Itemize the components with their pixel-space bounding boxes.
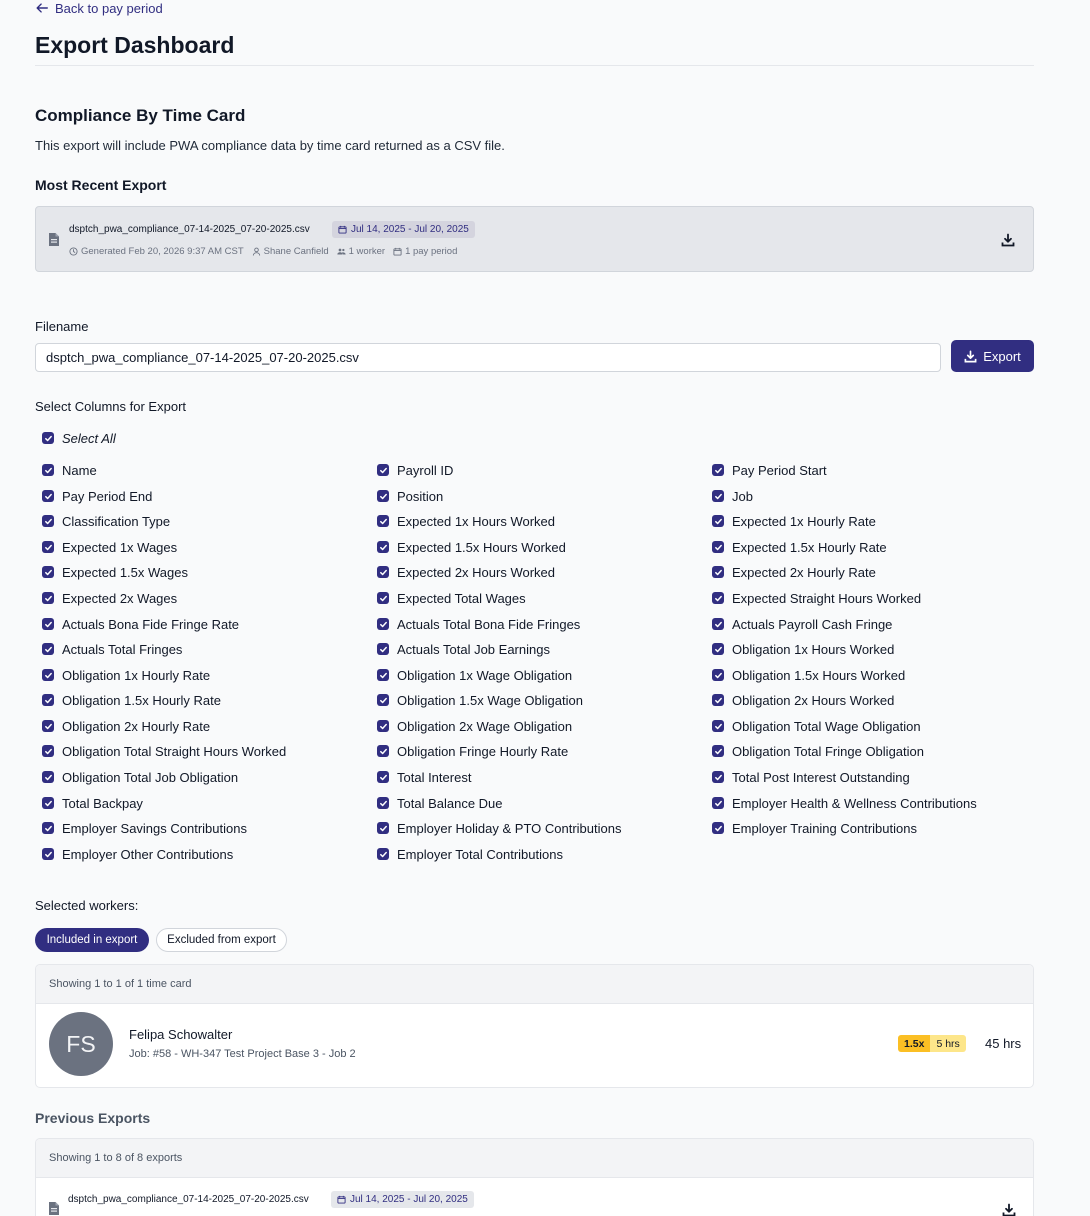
checkbox-checked-icon (42, 720, 54, 732)
clock-icon (69, 247, 78, 256)
column-checkbox-label: Obligation Total Straight Hours Worked (62, 743, 287, 759)
column-checkbox-label: Obligation 2x Hours Worked (732, 692, 895, 708)
column-checkbox[interactable] (377, 692, 583, 708)
column-checkbox-label: Job (732, 488, 753, 504)
column-checkbox-label: Employer Health & Wellness Contributions (732, 795, 977, 811)
column-checkbox-label: Expected 2x Hourly Rate (732, 564, 876, 580)
column-checkbox[interactable] (712, 539, 887, 555)
checkbox-checked-icon (42, 618, 54, 630)
checkbox-checked-icon (42, 848, 54, 860)
checkbox-checked-icon (712, 669, 724, 681)
column-checkbox-label: Expected 2x Hours Worked (397, 564, 555, 580)
column-checkbox-label: Expected 1.5x Hours Worked (397, 539, 566, 555)
recent-export-meta (69, 246, 457, 257)
checkbox-checked-icon (42, 643, 54, 655)
user-text: Shane Canfield (263, 246, 329, 257)
column-checkbox[interactable] (377, 846, 563, 862)
users-icon (337, 247, 346, 256)
calendar-icon (393, 247, 402, 256)
column-checkbox-label: Obligation 1x Hours Worked (732, 641, 895, 657)
previous-exports-list (35, 1138, 1034, 1216)
checkbox-checked-icon (377, 566, 389, 578)
checkbox-checked-icon (377, 669, 389, 681)
checkbox-checked-icon (712, 694, 724, 706)
checkbox-checked-icon (42, 464, 54, 476)
checkbox-checked-icon (712, 464, 724, 476)
column-checkbox[interactable] (712, 564, 876, 580)
column-checkbox-label: Expected 1x Hours Worked (397, 513, 555, 529)
column-checkbox[interactable] (42, 564, 188, 580)
column-checkbox[interactable] (42, 769, 238, 785)
column-checkbox-label: Actuals Bona Fide Fringe Rate (62, 616, 240, 632)
column-checkbox[interactable] (377, 488, 443, 504)
column-checkbox-label: Obligation 2x Wage Obligation (397, 718, 573, 734)
checkbox-checked-icon (712, 490, 724, 502)
column-checkbox[interactable] (42, 641, 182, 657)
checkbox-checked-icon (377, 490, 389, 502)
column-checkbox[interactable] (42, 718, 210, 734)
column-checkbox[interactable] (377, 513, 555, 529)
column-checkbox[interactable] (712, 488, 753, 504)
column-checkbox[interactable] (377, 616, 580, 632)
column-checkbox[interactable] (42, 590, 177, 606)
checkbox-checked-icon (377, 618, 389, 630)
download-icon[interactable] (1001, 233, 1015, 247)
download-icon[interactable] (1002, 1203, 1016, 1216)
column-checkbox[interactable] (377, 820, 621, 836)
column-checkbox-label: Obligation 1x Wage Obligation (397, 667, 573, 683)
checkbox-checked-icon (377, 464, 389, 476)
column-checkbox[interactable] (42, 667, 210, 683)
workers-meta (337, 246, 385, 257)
periods-text: 1 pay period (405, 246, 458, 257)
file-icon (48, 232, 60, 247)
checkbox-checked-icon (377, 515, 389, 527)
recent-export-date-text: Jul 14, 2025 - Jul 20, 2025 (351, 224, 469, 235)
checkbox-checked-icon (377, 541, 389, 553)
checkbox-checked-icon (377, 797, 389, 809)
checkbox-checked-icon (377, 771, 389, 783)
column-checkbox[interactable] (712, 795, 977, 811)
previous-export-date-text: Jul 14, 2025 - Jul 20, 2025 (350, 1194, 468, 1205)
column-checkbox[interactable] (42, 513, 170, 529)
column-checkbox[interactable] (712, 667, 905, 683)
column-checkbox[interactable] (377, 769, 471, 785)
checkbox-checked-icon (42, 745, 54, 757)
column-checkbox[interactable] (712, 820, 917, 836)
column-checkbox-label: Position (397, 488, 444, 504)
arrow-left-icon (35, 1, 49, 15)
column-checkbox[interactable] (712, 641, 894, 657)
column-checkbox-label: Employer Holiday & PTO Contributions (397, 820, 622, 836)
back-link[interactable] (35, 0, 163, 16)
column-checkbox-label: Obligation Fringe Hourly Rate (397, 743, 569, 759)
column-checkbox[interactable] (712, 616, 892, 632)
selected-workers-label: Selected workers: (35, 898, 139, 913)
checkbox-checked-icon (42, 515, 54, 527)
filename-label: Filename (35, 319, 89, 334)
workers-text: 1 worker (348, 246, 386, 257)
column-checkbox-label: Employer Total Contributions (397, 846, 563, 862)
checkbox-checked-icon (42, 694, 54, 706)
recent-export-date-range (332, 221, 475, 238)
column-checkbox-label: Total Backpay (62, 795, 143, 811)
column-checkbox-label: Total Balance Due (397, 795, 503, 811)
export-button-label: Export (983, 348, 1021, 364)
select-all-checkbox[interactable] (42, 430, 116, 446)
column-checkbox-label: Total Post Interest Outstanding (732, 769, 910, 785)
column-checkbox-label: Actuals Total Fringes (62, 641, 183, 657)
column-checkbox[interactable] (712, 769, 910, 785)
column-checkbox-label: Employer Training Contributions (732, 820, 917, 836)
column-checkbox-label: Obligation Total Fringe Obligation (732, 743, 924, 759)
checkbox-checked-icon (712, 618, 724, 630)
column-checkbox-label: Expected 2x Wages (62, 590, 178, 606)
column-checkbox[interactable] (42, 462, 97, 478)
column-checkbox[interactable] (712, 692, 894, 708)
file-icon (48, 1201, 60, 1216)
most-recent-export-label: Most Recent Export (35, 177, 167, 193)
checkbox-checked-icon (377, 643, 389, 655)
section-description: This export will include PWA compliance data by time card returned as a CSV file. (35, 138, 505, 153)
back-link-label: Back to pay period (55, 0, 163, 16)
user-icon (252, 247, 261, 256)
download-icon (964, 350, 977, 363)
column-checkbox[interactable] (712, 462, 827, 478)
user-meta (252, 246, 329, 257)
column-checkbox[interactable] (42, 692, 221, 708)
most-recent-export-card (35, 206, 1034, 272)
checkbox-checked-icon (42, 822, 54, 834)
checkbox-checked-icon (712, 643, 724, 655)
column-checkbox-label: Classification Type (62, 513, 171, 529)
tab-included-in-export[interactable]: Included in export (35, 928, 149, 952)
column-checkbox[interactable] (42, 795, 143, 811)
column-checkbox-label: Actuals Payroll Cash Fringe (732, 616, 893, 632)
column-checkbox[interactable] (42, 539, 177, 555)
checkbox-checked-icon (377, 592, 389, 604)
column-checkbox-label: Employer Savings Contributions (62, 820, 247, 836)
checkbox-checked-icon (42, 541, 54, 553)
time-card-list (35, 964, 1034, 1088)
column-checkbox-label: Obligation Total Job Obligation (62, 769, 239, 785)
checkbox-checked-icon (712, 771, 724, 783)
column-checkbox[interactable] (42, 488, 152, 504)
checkbox-checked-icon (377, 745, 389, 757)
avatar: FS (49, 1012, 113, 1076)
generated-meta (69, 246, 244, 257)
column-checkbox[interactable] (712, 590, 921, 606)
checkbox-checked-icon (377, 694, 389, 706)
overtime-rate: 1.5x (898, 1035, 930, 1052)
overtime-badge (898, 1035, 966, 1052)
column-checkbox-label: Expected 1.5x Wages (62, 564, 188, 580)
column-checkbox-label: Obligation Total Wage Obligation (732, 718, 921, 734)
column-checkbox[interactable] (377, 641, 550, 657)
calendar-icon (337, 1195, 346, 1204)
checkbox-checked-icon (42, 566, 54, 578)
column-checkbox-label: Obligation 1.5x Hours Worked (732, 667, 906, 683)
checkbox-checked-icon (42, 432, 54, 444)
checkbox-checked-icon (42, 669, 54, 681)
page-title: Export Dashboard (35, 32, 235, 58)
previous-export-date-range (331, 1191, 474, 1208)
column-checkbox[interactable] (377, 539, 566, 555)
column-checkbox[interactable] (377, 718, 572, 734)
previous-exports-title: Previous Exports (35, 1110, 151, 1126)
checkbox-checked-icon (712, 541, 724, 553)
column-checkbox[interactable] (377, 667, 572, 683)
checkbox-checked-icon (712, 592, 724, 604)
column-checkbox-label: Obligation 2x Hourly Rate (62, 718, 211, 734)
tab-excluded-from-export[interactable]: Excluded from export (156, 928, 287, 952)
checkbox-checked-icon (42, 797, 54, 809)
column-checkbox-label: Employer Other Contributions (62, 846, 234, 862)
column-checkbox-label: Expected 1x Hourly Rate (732, 513, 876, 529)
select-all-label: Select All (62, 430, 116, 446)
column-checkbox[interactable] (377, 590, 526, 606)
recent-export-filename: dsptch_pwa_compliance_07-14-2025_07-20-2025.csv (69, 224, 310, 235)
column-checkbox[interactable] (377, 462, 453, 478)
checkbox-checked-icon (377, 720, 389, 732)
column-checkbox[interactable] (42, 616, 239, 632)
column-checkbox[interactable] (377, 795, 503, 811)
worker-name[interactable]: Felipa Schowalter (129, 1027, 233, 1042)
time-card-count: Showing 1 to 1 of 1 time card (36, 965, 1033, 1004)
column-checkbox[interactable] (712, 743, 924, 759)
previous-export-filename: dsptch_pwa_compliance_07-14-2025_07-20-2025.csv (68, 1194, 309, 1205)
periods-meta (393, 246, 457, 257)
columns-label: Select Columns for Export (35, 399, 187, 414)
checkbox-checked-icon (377, 848, 389, 860)
column-checkbox-label: Expected Total Wages (397, 590, 526, 606)
column-checkbox-label: Payroll ID (397, 462, 454, 478)
column-checkbox-label: Pay Period End (62, 488, 153, 504)
column-checkbox-label: Name (62, 462, 97, 478)
column-checkbox-label: Expected 1x Wages (62, 539, 178, 555)
column-checkbox-label: Expected 1.5x Hourly Rate (732, 539, 887, 555)
section-title: Compliance By Time Card (35, 106, 246, 125)
total-hours: 45 hrs (985, 1036, 1022, 1051)
filename-input[interactable] (35, 343, 941, 372)
previous-exports-count: Showing 1 to 8 of 8 exports (36, 1139, 1033, 1178)
column-checkbox-label: Actuals Total Job Earnings (397, 641, 550, 657)
header-divider (35, 65, 1034, 66)
checkbox-checked-icon (712, 515, 724, 527)
column-checkbox[interactable] (377, 743, 568, 759)
column-checkbox-label: Actuals Total Bona Fide Fringes (397, 616, 581, 632)
checkbox-checked-icon (712, 566, 724, 578)
column-checkbox[interactable] (42, 820, 247, 836)
checkbox-checked-icon (42, 490, 54, 502)
column-checkbox-label: Total Interest (397, 769, 472, 785)
checkbox-checked-icon (42, 592, 54, 604)
checkbox-checked-icon (712, 720, 724, 732)
worker-job: Job: #58 - WH-347 Test Project Base 3 - Job 2 (129, 1048, 356, 1060)
generated-text: Generated Feb 20, 2026 9:37 AM CST (81, 246, 244, 257)
checkbox-checked-icon (712, 822, 724, 834)
column-checkbox-label: Obligation 1.5x Hourly Rate (62, 692, 221, 708)
column-checkbox[interactable] (712, 718, 921, 734)
overtime-hours: 5 hrs (930, 1035, 965, 1052)
checkbox-checked-icon (377, 822, 389, 834)
checkbox-checked-icon (712, 745, 724, 757)
column-checkbox-label: Obligation 1x Hourly Rate (62, 667, 211, 683)
column-checkbox-label: Pay Period Start (732, 462, 827, 478)
export-button[interactable] (951, 340, 1034, 372)
column-checkbox[interactable] (712, 513, 876, 529)
calendar-icon (338, 225, 347, 234)
column-checkbox-label: Expected Straight Hours Worked (732, 590, 922, 606)
checkbox-checked-icon (712, 797, 724, 809)
column-checkbox[interactable] (42, 846, 233, 862)
checkbox-checked-icon (42, 771, 54, 783)
column-checkbox[interactable] (42, 743, 286, 759)
column-checkbox-label: Obligation 1.5x Wage Obligation (397, 692, 583, 708)
column-checkbox[interactable] (377, 564, 555, 580)
